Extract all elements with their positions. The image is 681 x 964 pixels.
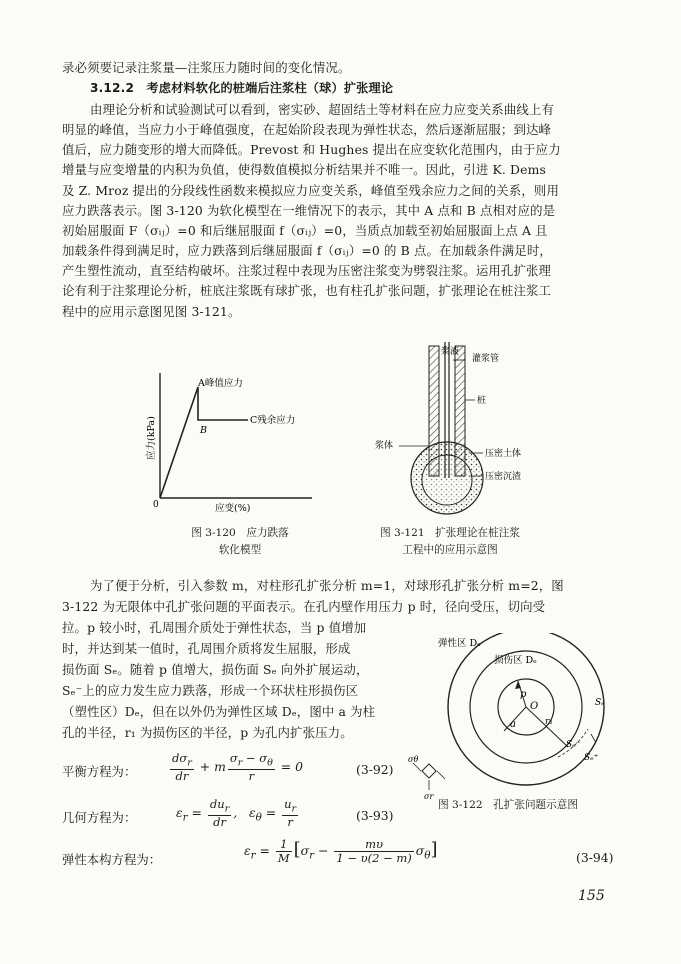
figure-3-120 (140, 365, 315, 515)
label-grout-body: 浆体 (375, 441, 394, 451)
paragraph-line: 值后，应力随变形的增大而降低。Prevost 和 Hughes 提出在应变软化范围内，由于应力 (62, 142, 561, 157)
label-se-minus: Sₑ⁻ (566, 740, 581, 750)
figure-3-122 (408, 633, 618, 813)
label-damage-zone: 损伤区 Dₑ (494, 655, 537, 666)
paragraph-line: 增量与应变增量的内积为负值，使得数值模拟分析结果并不唯一。因此，引进 K. Dems (62, 162, 547, 177)
label-se: Sₑ (595, 698, 605, 708)
y-axis-label: 应力(kPa) (146, 416, 157, 460)
label-compacted-sediment: 压密沉渣 (485, 472, 522, 482)
paragraph-line: （塑性区）Dₑ，但在以外仍为弹性区域 Dₑ，图中 a 为柱 (62, 704, 376, 719)
label-grouting-pipe: 灌浆管 (472, 354, 500, 364)
equation-3-92: $\frac{d\sigma_r}{dr}$ + m $\frac{\sigma_r - \sigma_\theta}{r}$ = 0 (172, 751, 304, 784)
paragraph-line: 孔的半径，r₁ 为损伤区的半径，p 为孔内扩张压力。 (62, 725, 353, 740)
point-c-label: C残余应力 (250, 415, 296, 426)
paragraph-line: 为了便于分析，引入参数 m，对柱形孔扩张分析 m=1，对球形孔扩张分析 m=2，图 (90, 578, 564, 593)
label-elastic-zone: 弹性区 Dₑ (438, 638, 481, 649)
paragraph-line: 初始屈服面 F（σᵢⱼ）=0 和后继屈服面 f（σᵢⱼ）=0，当质点加载至初始屈服面上点 A 且 (62, 223, 548, 238)
equation-label: 几何方程为： (62, 810, 137, 825)
equation-3-93: $\varepsilon_r$ = $\frac{du_r}{dr}$ , $\varepsilon_\theta$ = $\frac{u_r}{r}$ (176, 797, 297, 830)
equation-number: (3-93) (356, 808, 394, 823)
label-radius-a: a (510, 719, 516, 730)
text-line: 录必须要记录注浆量—注浆压力随时间的变化情况。 (62, 60, 351, 75)
paragraph-line: 3-122 为无限体中孔扩张问题的平面表示。在孔内壁作用压力 p 时，径向受压，切向受 (62, 599, 546, 614)
equation-3-94: $\varepsilon_r$ = $\frac{1}{M}$ [$\sigma_r$ − $\frac{m\upsilon}{1 - \upsilon(2 - m)}$ $\sigma_\theta$] (244, 837, 438, 865)
figure-caption: 图 3-121 扩张理论在桩注浆 (380, 527, 520, 539)
paragraph-line: 程中的应用示意图见图 3-121。 (62, 304, 241, 319)
paragraph-line: 产生塑性流动，直至结构破坏。注浆过程中表现为压密注浆变为劈裂注浆。运用孔扩张理 (62, 263, 552, 278)
point-a-label: A峰值应力 (198, 378, 243, 389)
label-center-o: O (530, 701, 539, 712)
paragraph-line: 应力跌落表示。图 3-120 为软化模型在一维情况下的表示，其中 A 点和 B 点相对应的是 (62, 203, 556, 218)
figure-caption: 图 3-120 应力跌落 (191, 527, 289, 539)
stress-element (422, 764, 436, 778)
label-compacted-soil: 压密土体 (485, 449, 522, 459)
radius-r1 (526, 707, 568, 747)
section-heading: 3.12.2 考虑材料软化的桩端后注浆柱（球）扩张理论 (90, 81, 394, 95)
page-number: 155 (578, 888, 605, 904)
label-pressure-p: p (520, 689, 527, 700)
figure-caption: 软化模型 (218, 544, 262, 556)
equation-number: (3-92) (356, 762, 394, 777)
label-radius-r1: r₁ (545, 717, 553, 727)
paragraph-line: 时，并达到某一值时，孔周围介质将发生屈服，形成 (62, 641, 351, 656)
figure-3-121 (365, 338, 555, 523)
figure-caption: 图 3-122 孔扩张问题示意图 (438, 799, 578, 811)
equation-label: 平衡方程为： (62, 764, 137, 779)
paragraph-line: Sₑ⁻上的应力发生应力跌落，形成一个环状柱形损伤区 (62, 683, 359, 698)
label-jiangye: 浆液 (441, 347, 460, 357)
equation-label: 弹性本构方程为： (62, 852, 162, 867)
label-pile: 桩 (477, 396, 487, 406)
pile-wall-right (455, 346, 465, 476)
paragraph-line: 及 Z. Mroz 提出的分段线性函数来模拟应力应变关系，峰值至残余应力之间的关系，则用 (62, 183, 560, 198)
paragraph-line: 由理论分析和试验测试可以看到，密实砂、超固结土等材料在应力应变关系曲线上有 (90, 102, 555, 117)
point-b-label: B (200, 425, 207, 436)
paragraph-line: 加载条件得到满足时，应力跌落到后继屈服面 f（σᵢⱼ）=0 的 B 点。在加载条件满足时， (62, 243, 552, 258)
label-sigma-theta: σθ (408, 755, 419, 764)
paragraph-line: 明显的峰值，当应力小于峰值强度，在起始阶段表现为弹性状态，然后逐渐屈服；到达峰 (62, 122, 552, 137)
stress-strain-curve (160, 387, 248, 498)
label-se-plus: Sₑ⁺ (584, 753, 599, 763)
equation-number: (3-94) (576, 850, 614, 865)
pile-wall-left (429, 346, 439, 476)
label-sigma-r: σr (424, 792, 434, 801)
paragraph-line: 损伤面 Sₑ。随着 p 值增大，损伤面 Sₑ 向外扩展运动， (62, 662, 369, 677)
figure-caption: 工程中的应用示意图 (402, 544, 498, 556)
paragraph-line: 拉。p 较小时，孔周围介质处于弹性状态，当 p 值增加 (62, 620, 367, 635)
x-axis-label: 应变(%) (215, 503, 251, 514)
origin-label: 0 (153, 500, 159, 510)
paragraph-line: 论有利于注浆理论分析，桩底注浆既有球扩张，也有柱孔扩张问题，扩张理论在桩注浆工 (62, 283, 552, 298)
